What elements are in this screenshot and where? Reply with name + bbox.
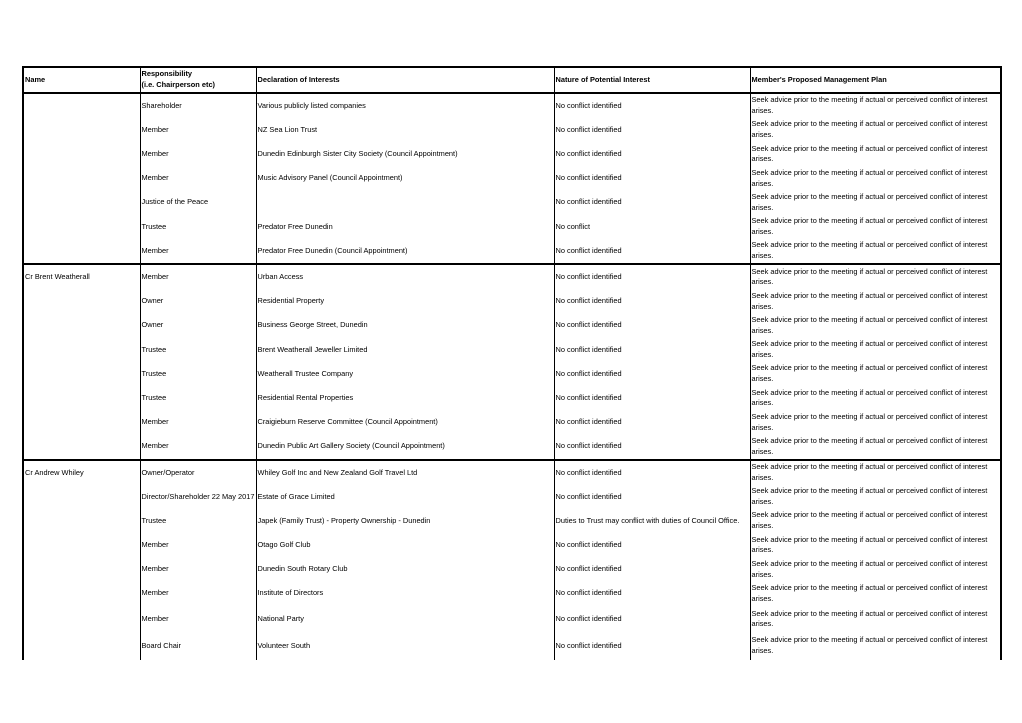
management-plan-cell: Seek advice prior to the meeting if actual or perceived conflict of interest arises. [750, 93, 1001, 118]
table-row [23, 362, 1001, 386]
declaration-cell [256, 191, 554, 215]
declaration-cell: Dunedin Public Art Gallery Society (Council Appointment) [256, 435, 554, 460]
header-nature: Nature of Potential Interest [554, 67, 750, 93]
table-row [23, 386, 1001, 410]
declaration-cell: Residential Rental Properties [256, 386, 554, 410]
responsibility-cell: Board Chair [140, 633, 256, 660]
declaration-cell: Estate of Grace Limited [256, 485, 554, 509]
management-plan-cell: Seek advice prior to the meeting if actual or perceived conflict of interest arises. [750, 582, 1001, 606]
management-plan-cell: Seek advice prior to the meeting if actual or perceived conflict of interest arises. [750, 167, 1001, 191]
header-declaration: Declaration of Interests [256, 67, 554, 93]
table-row [23, 460, 1001, 485]
declaration-cell: Volunteer South [256, 633, 554, 660]
responsibility-cell: Member [140, 582, 256, 606]
header-plan: Member's Proposed Management Plan [750, 67, 1001, 93]
declaration-cell: Music Advisory Panel (Council Appointment) [256, 167, 554, 191]
table-row [23, 215, 1001, 239]
management-plan-cell: Seek advice prior to the meeting if actual or perceived conflict of interest arises. [750, 215, 1001, 239]
table-row [23, 633, 1001, 660]
table-row [23, 509, 1001, 533]
nature-cell: No conflict identified [554, 290, 750, 314]
responsibility-cell: Shareholder [140, 93, 256, 118]
responsibility-cell: Owner [140, 290, 256, 314]
responsibility-cell: Member [140, 167, 256, 191]
table-body [23, 93, 1001, 660]
responsibility-cell: Member [140, 264, 256, 289]
declaration-cell: Weatherall Trustee Company [256, 362, 554, 386]
nature-cell: No conflict identified [554, 633, 750, 660]
responsibility-cell: Member [140, 410, 256, 434]
table-row [23, 338, 1001, 362]
declaration-cell: Dunedin Edinburgh Sister City Society (Council Appointment) [256, 142, 554, 166]
table-row [23, 558, 1001, 582]
declaration-cell: Japek (Family Trust) - Property Ownership - Dunedin [256, 509, 554, 533]
nature-cell: No conflict identified [554, 410, 750, 434]
nature-cell: No conflict [554, 215, 750, 239]
responsibility-cell: Director/Shareholder 22 May 2017 [140, 485, 256, 509]
table-row [23, 142, 1001, 166]
nature-cell: No conflict identified [554, 460, 750, 485]
responsibility-cell: Trustee [140, 362, 256, 386]
management-plan-cell: Seek advice prior to the meeting if actual or perceived conflict of interest arises. [750, 558, 1001, 582]
management-plan-cell: Seek advice prior to the meeting if actual or perceived conflict of interest arises. [750, 290, 1001, 314]
table-row [23, 264, 1001, 289]
nature-cell: No conflict identified [554, 118, 750, 142]
member-name-cell: Cr Brent Weatherall [23, 264, 140, 460]
table-row [23, 191, 1001, 215]
declaration-cell: Institute of Directors [256, 582, 554, 606]
declaration-cell: NZ Sea Lion Trust [256, 118, 554, 142]
table-row [23, 314, 1001, 338]
table-row [23, 606, 1001, 633]
responsibility-cell: Member [140, 606, 256, 633]
nature-cell: No conflict identified [554, 485, 750, 509]
declaration-cell: Residential Property [256, 290, 554, 314]
table-row [23, 410, 1001, 434]
responsibility-cell: Member [140, 558, 256, 582]
nature-cell: No conflict identified [554, 558, 750, 582]
declaration-cell: Craigieburn Reserve Committee (Council Appointment) [256, 410, 554, 434]
declaration-cell: Otago Golf Club [256, 533, 554, 557]
table-row [23, 290, 1001, 314]
declaration-cell: Dunedin South Rotary Club [256, 558, 554, 582]
nature-cell: No conflict identified [554, 191, 750, 215]
management-plan-cell: Seek advice prior to the meeting if actual or perceived conflict of interest arises. [750, 362, 1001, 386]
nature-cell: No conflict identified [554, 606, 750, 633]
responsibility-cell: Trustee [140, 338, 256, 362]
header-responsibility [140, 67, 256, 93]
responsibility-cell: Member [140, 435, 256, 460]
nature-cell: No conflict identified [554, 239, 750, 264]
nature-cell: No conflict identified [554, 314, 750, 338]
declaration-cell: National Party [256, 606, 554, 633]
member-name-cell: Cr Andrew Whiley [23, 460, 140, 660]
management-plan-cell: Seek advice prior to the meeting if actual or perceived conflict of interest arises. [750, 509, 1001, 533]
table-row [23, 93, 1001, 118]
nature-cell: No conflict identified [554, 142, 750, 166]
management-plan-cell: Seek advice prior to the meeting if actual or perceived conflict of interest arises. [750, 264, 1001, 289]
table-row [23, 533, 1001, 557]
nature-cell: No conflict identified [554, 167, 750, 191]
management-plan-cell: Seek advice prior to the meeting if actual or perceived conflict of interest arises. [750, 533, 1001, 557]
declaration-cell: Predator Free Dunedin [256, 215, 554, 239]
table-header [23, 67, 1001, 93]
responsibility-cell: Trustee [140, 509, 256, 533]
header-responsibility-line2: (i.e. Chairperson etc) [141, 80, 216, 89]
interests-register-page [22, 66, 1000, 660]
management-plan-cell: Seek advice prior to the meeting if actual or perceived conflict of interest arises. [750, 338, 1001, 362]
nature-cell: No conflict identified [554, 533, 750, 557]
declaration-cell: Urban Access [256, 264, 554, 289]
header-row [23, 67, 1001, 93]
table-row [23, 118, 1001, 142]
management-plan-cell: Seek advice prior to the meeting if actual or perceived conflict of interest arises. [750, 118, 1001, 142]
nature-cell: No conflict identified [554, 338, 750, 362]
responsibility-cell: Member [140, 142, 256, 166]
management-plan-cell: Seek advice prior to the meeting if actual or perceived conflict of interest arises. [750, 410, 1001, 434]
management-plan-cell: Seek advice prior to the meeting if actual or perceived conflict of interest arises. [750, 460, 1001, 485]
management-plan-cell: Seek advice prior to the meeting if actual or perceived conflict of interest arises. [750, 142, 1001, 166]
management-plan-cell: Seek advice prior to the meeting if actual or perceived conflict of interest arises. [750, 633, 1001, 660]
nature-cell: Duties to Trust may conflict with duties of Council Office. [554, 509, 750, 533]
nature-cell: No conflict identified [554, 582, 750, 606]
management-plan-cell: Seek advice prior to the meeting if actual or perceived conflict of interest arises. [750, 485, 1001, 509]
responsibility-cell: Trustee [140, 386, 256, 410]
responsibility-cell: Owner [140, 314, 256, 338]
table-row [23, 485, 1001, 509]
responsibility-cell: Trustee [140, 215, 256, 239]
nature-cell: No conflict identified [554, 386, 750, 410]
declaration-cell: Whiley Golf Inc and New Zealand Golf Travel Ltd [256, 460, 554, 485]
management-plan-cell: Seek advice prior to the meeting if actual or perceived conflict of interest arises. [750, 606, 1001, 633]
table-row [23, 167, 1001, 191]
responsibility-cell: Member [140, 239, 256, 264]
nature-cell: No conflict identified [554, 93, 750, 118]
declaration-cell: Brent Weatherall Jeweller Limited [256, 338, 554, 362]
management-plan-cell: Seek advice prior to the meeting if actual or perceived conflict of interest arises. [750, 386, 1001, 410]
declaration-cell: Predator Free Dunedin (Council Appointment) [256, 239, 554, 264]
header-responsibility-line1: Responsibility [141, 69, 193, 79]
nature-cell: No conflict identified [554, 362, 750, 386]
responsibility-cell: Owner/Operator [140, 460, 256, 485]
nature-cell: No conflict identified [554, 435, 750, 460]
table-row [23, 582, 1001, 606]
nature-cell: No conflict identified [554, 264, 750, 289]
interests-register-table [22, 66, 1002, 660]
management-plan-cell: Seek advice prior to the meeting if actual or perceived conflict of interest arises. [750, 191, 1001, 215]
declaration-cell: Various publicly listed companies [256, 93, 554, 118]
responsibility-cell: Member [140, 533, 256, 557]
management-plan-cell: Seek advice prior to the meeting if actual or perceived conflict of interest arises. [750, 435, 1001, 460]
member-name-cell [23, 93, 140, 264]
responsibility-cell: Justice of the Peace [140, 191, 256, 215]
table-row [23, 435, 1001, 460]
management-plan-cell: Seek advice prior to the meeting if actual or perceived conflict of interest arises. [750, 239, 1001, 264]
management-plan-cell: Seek advice prior to the meeting if actual or perceived conflict of interest arises. [750, 314, 1001, 338]
table-row [23, 239, 1001, 264]
header-name: Name [23, 67, 140, 93]
declaration-cell: Business George Street, Dunedin [256, 314, 554, 338]
responsibility-cell: Member [140, 118, 256, 142]
